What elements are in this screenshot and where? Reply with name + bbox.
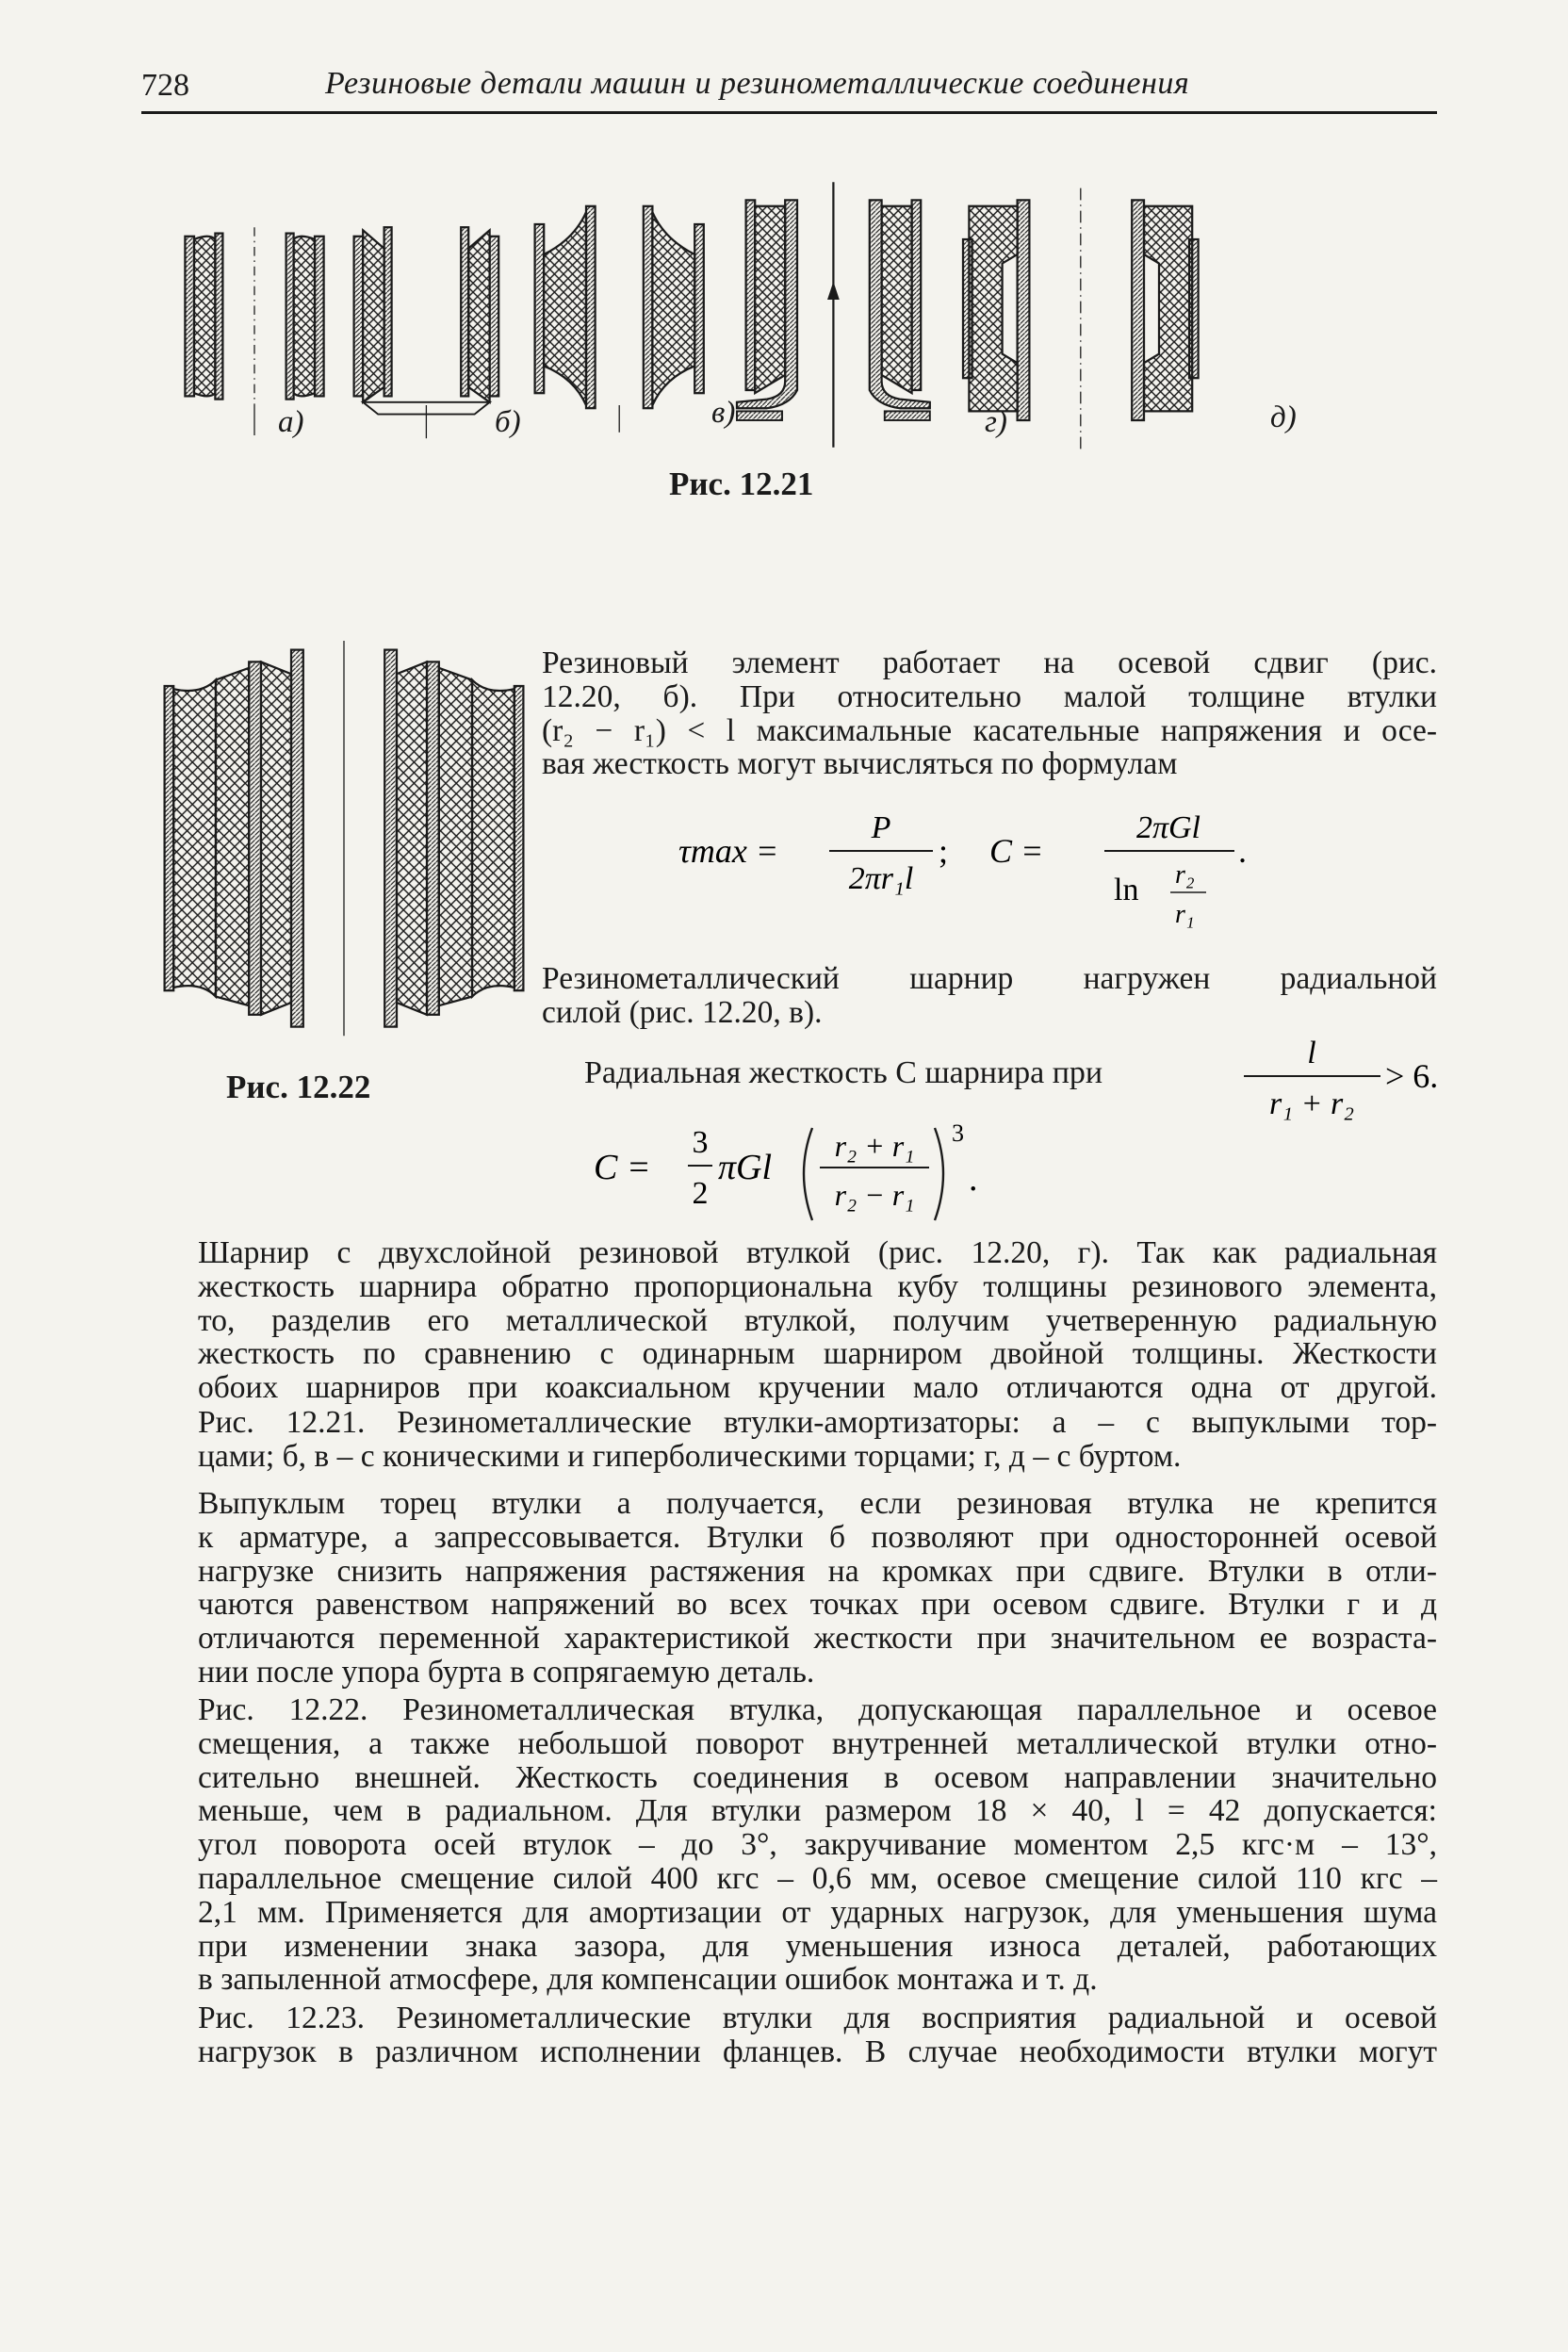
text-line: Рис. 12.23. Резинометаллические втулки для восприятия радиальной и осевой bbox=[198, 2001, 1437, 2035]
bushing-g-drawing bbox=[737, 182, 930, 448]
text-line: нагрузок в различном исполнении фланцев. В случае необходимости втулки могут bbox=[198, 2034, 1437, 2069]
fig-12-21-label-b: б) bbox=[495, 405, 521, 439]
formula-sep: ; bbox=[939, 832, 949, 870]
formula-ratio-condition bbox=[1234, 1027, 1446, 1131]
text-line: Резиновый элемент работает на осевой сдвиг (рис. bbox=[542, 645, 1437, 680]
formula3-frac-den: r₂ − r₁ bbox=[834, 1178, 915, 1212]
body-para-3 bbox=[198, 1487, 1437, 1690]
radial-stiffness-text: Радиальная жесткость C шарнира при bbox=[584, 1055, 1103, 1090]
body-para-5 bbox=[198, 2001, 1437, 2069]
text-line: при изменении знака зазора, для уменьшения износа деталей, работающих bbox=[198, 1928, 1437, 1964]
fig-12-21-label-d: д) bbox=[1270, 400, 1297, 434]
text-line: Резинометаллический шарнир нагружен радиальной bbox=[542, 961, 1437, 996]
formula-c-den-num: r₂ bbox=[1175, 860, 1195, 890]
body-para-1 bbox=[198, 1236, 1437, 1405]
text-line: в запыленной атмосфере, для компенсации ошибок монтажа и т. д. bbox=[198, 1962, 1098, 1998]
formula-ratio-rel: > 6. bbox=[1385, 1057, 1439, 1095]
formula3-coef-den: 2 bbox=[692, 1176, 709, 1211]
figure-12-21 bbox=[179, 179, 1348, 462]
text-line: Шарнир с двухслойной резиновой втулкой (рис. 12.20, г). Так как радиальная bbox=[198, 1235, 1437, 1270]
text-line: к арматуре, а запрессовывается. Втулки б позволяют при односторонней осевой bbox=[198, 1519, 1437, 1555]
right-column-para-2 bbox=[542, 962, 1437, 1030]
bushing-a-drawing bbox=[185, 227, 323, 435]
formula-c-label: C = bbox=[989, 832, 1044, 870]
formula-tau-num: P bbox=[871, 810, 891, 845]
text-line: Рис. 12.22. Резинометаллическая втулка, допускающая параллельное и осевое bbox=[198, 1692, 1437, 1727]
text-line: вая жесткость могут вычисляться по формулам bbox=[542, 746, 1178, 782]
text-line: цами; б, в – с коническими и гиперболическими торцами; г, д – с буртом. bbox=[198, 1438, 1182, 1474]
page-number: 728 bbox=[141, 68, 189, 103]
text-line: меньше, чем в радиальном. Для втулки размером 18 × 40, l = 42 допускается: bbox=[198, 1793, 1437, 1829]
figure-12-22 bbox=[155, 641, 532, 1037]
fig-12-21-caption: Рис. 12.21 bbox=[669, 466, 814, 502]
fig-12-21-label-v: в) bbox=[711, 396, 736, 430]
text-line: 2,1 мм. Применяется для амортизации от ударных нагрузок, для уменьшения шума bbox=[198, 1894, 1437, 1930]
formula3-frac-num: r₂ + r₁ bbox=[834, 1129, 915, 1163]
text-line: жесткость по сравнению с одинарным шарниром двойной толщины. Жесткости bbox=[198, 1336, 1437, 1372]
text-line: нии после упора бурта в сопрягаемую деталь. bbox=[198, 1654, 815, 1690]
formula3-power: 3 bbox=[952, 1119, 964, 1147]
header-rule bbox=[141, 111, 1437, 114]
bushing-v-drawing bbox=[535, 206, 704, 433]
formula3-c: C = bbox=[594, 1148, 651, 1187]
formula-c-ln: ln bbox=[1114, 873, 1139, 907]
formula-tau-label: τmax = bbox=[678, 832, 779, 870]
text-line: параллельное смещение силой 400 кгс – 0,6 мм, осевое смещение силой 110 кгс – bbox=[198, 1860, 1437, 1896]
text-line: 12.20, б). При относительно малой толщине втулки bbox=[542, 678, 1437, 714]
formula-tau-and-c bbox=[678, 806, 1282, 928]
text-line: Рис. 12.21. Резинометаллические втулки-амортизаторы: а – с выпуклыми тор- bbox=[198, 1405, 1437, 1440]
text-line: отличаются переменной характеристикой жесткости при значительном ее возраста- bbox=[198, 1621, 1437, 1657]
right-column-para-1 bbox=[542, 646, 1437, 781]
text-line: нагрузке снизить напряжения растяжения на кромках при сдвиге. Втулки в отли- bbox=[198, 1553, 1437, 1589]
formula-ratio-num: l bbox=[1307, 1036, 1316, 1070]
body-para-4 bbox=[198, 1693, 1437, 1997]
bushing-b-drawing bbox=[354, 227, 499, 438]
fig-12-22-caption: Рис. 12.22 bbox=[226, 1069, 371, 1105]
fig-12-21-label-a: а) bbox=[278, 405, 304, 439]
formula3-coef-num: 3 bbox=[692, 1125, 709, 1160]
text-line: жесткость шарнира обратно пропорциональна кубу толщины резинового элемента, bbox=[198, 1268, 1437, 1304]
formula-tau-den: 2πr₁l bbox=[848, 861, 914, 896]
text-line: силой (рис. 12.20, в). bbox=[542, 994, 823, 1030]
formula-end: . bbox=[1238, 832, 1247, 870]
running-title: Резиновые детали машин и резинометаллические соединения bbox=[325, 66, 1190, 101]
formula-c-num: 2πGl bbox=[1135, 810, 1201, 845]
formula3-end: . bbox=[969, 1159, 978, 1199]
formula3-mid: πGl bbox=[718, 1148, 773, 1187]
formula-c-den-den: r₁ bbox=[1175, 900, 1195, 928]
text-line: сительно внешней. Жесткость соединения в осевом направлении значительно bbox=[198, 1759, 1437, 1795]
formula-ratio-den: r₁ + r₂ bbox=[1268, 1086, 1355, 1121]
text-line: обоих шарниров при коаксиальном кручении мало отличаются одна от другой. bbox=[198, 1370, 1437, 1406]
body-para-2 bbox=[198, 1406, 1437, 1474]
fig-12-21-label-g: г) bbox=[985, 405, 1007, 439]
text-line: смещения, а также небольшой поворот внутренней металлической втулки отно- bbox=[198, 1725, 1437, 1761]
text-line: Выпуклым торец втулки а получается, если резиновая втулка не крепится bbox=[198, 1486, 1437, 1521]
text-line: то, разделив его металлической втулкой, получим учетверенную радиальную bbox=[198, 1302, 1437, 1338]
text-line: угол поворота осей втулок – до 3°, закручивание моментом 2,5 кгс·м – 13°, bbox=[198, 1827, 1437, 1863]
text-line: чаются равенством напряжений во всех точках при осевом сдвиге. Втулки г и д bbox=[198, 1587, 1437, 1623]
text-line: (r₂ − r₁) < l максимальные касательные напряжения и осе- bbox=[542, 712, 1437, 748]
formula-radial-stiffness bbox=[594, 1117, 1027, 1239]
